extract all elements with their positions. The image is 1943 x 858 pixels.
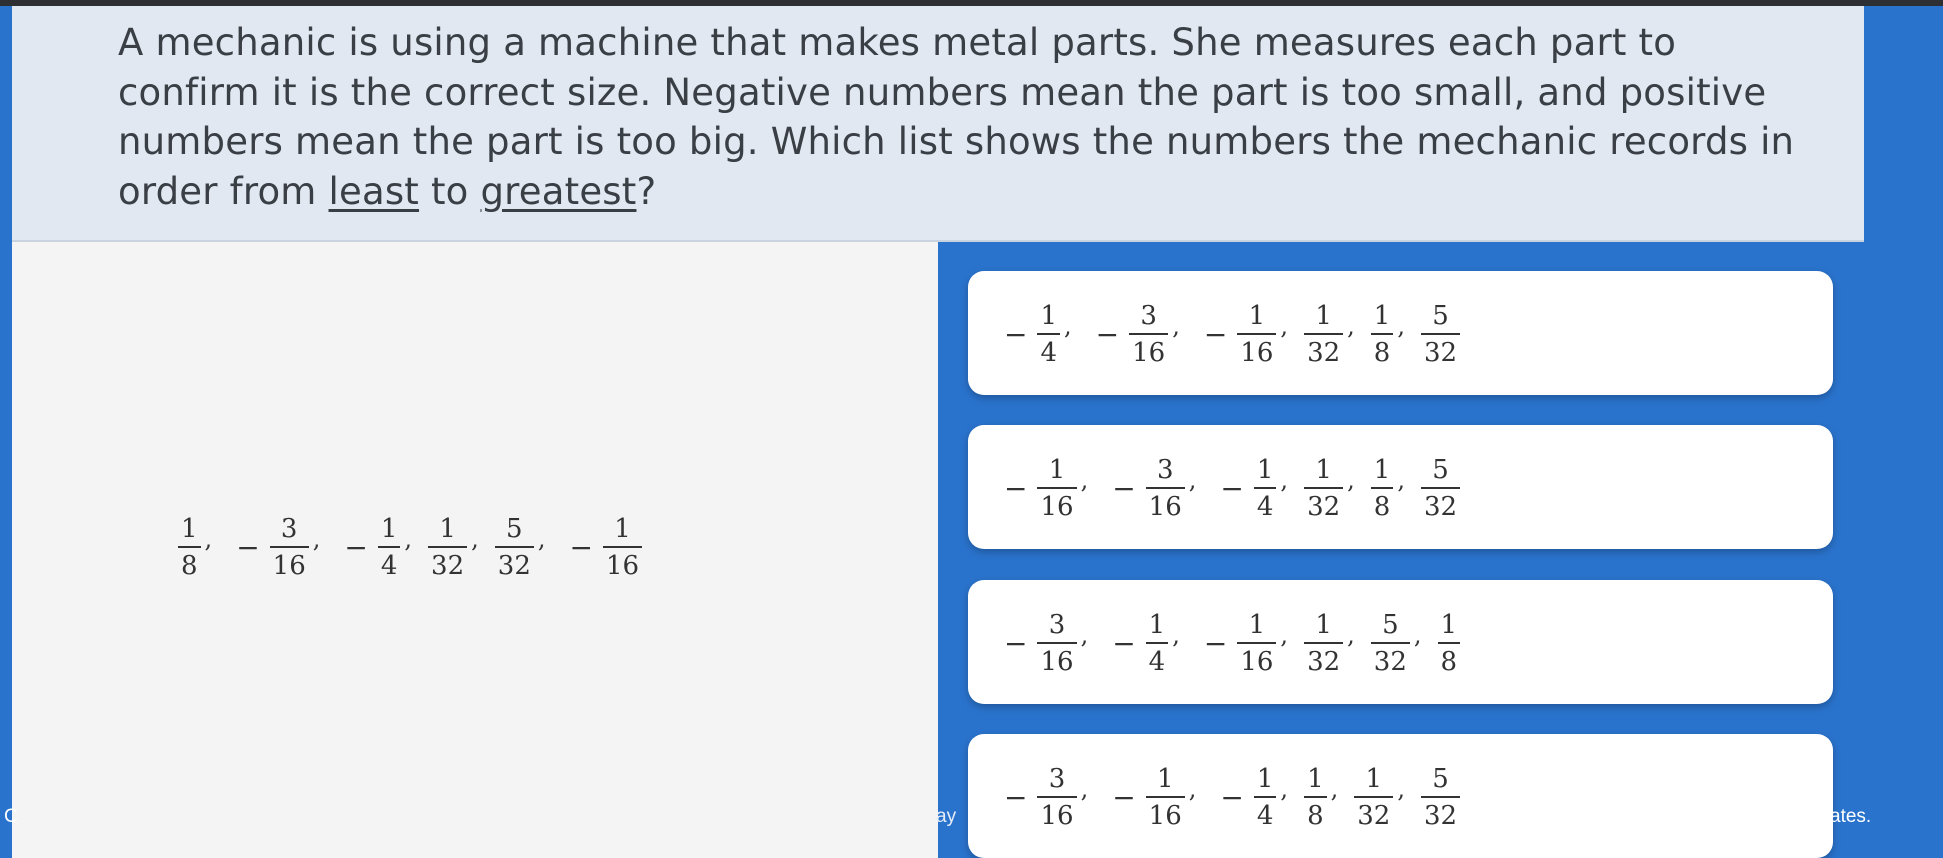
- fraction-denominator: 16: [1148, 800, 1182, 831]
- fraction: [1304, 455, 1343, 522]
- minus-sign: −: [344, 530, 368, 564]
- fraction: [1237, 301, 1276, 368]
- comma-separator: ,: [1280, 621, 1289, 650]
- minus-sign: −: [1112, 780, 1136, 814]
- fraction-denominator: 32: [1357, 800, 1391, 831]
- fraction-numerator: 5: [1382, 610, 1399, 640]
- fraction-numerator: 5: [1432, 764, 1449, 794]
- minus-sign: −: [1004, 780, 1028, 814]
- minus-sign: −: [1203, 626, 1228, 660]
- minus-sign: −: [1112, 471, 1136, 505]
- fraction-denominator: 4: [1256, 491, 1274, 522]
- minus-sign: −: [236, 530, 260, 564]
- minus-sign: −: [1004, 626, 1028, 660]
- fraction-numerator: 1: [1156, 764, 1174, 794]
- fraction-bar: [1371, 642, 1410, 644]
- fraction-denominator: 16: [1148, 491, 1182, 522]
- fraction-bar: [1254, 796, 1277, 798]
- question-panel: [12, 6, 1864, 242]
- fraction: [1304, 610, 1343, 677]
- fraction-bar: [1371, 333, 1394, 335]
- fraction-numerator: 3: [1140, 301, 1157, 331]
- fraction-bar: [1237, 333, 1276, 335]
- fraction-numerator: 1: [1256, 764, 1274, 794]
- minus-sign: −: [1203, 317, 1228, 351]
- fraction: [1254, 455, 1277, 522]
- question-text-end: ?: [636, 169, 657, 213]
- fraction-numerator: 1: [1365, 764, 1383, 794]
- comma-separator: ,: [204, 525, 213, 554]
- footer-text-mid: ay: [936, 806, 957, 827]
- fraction: [178, 514, 201, 581]
- prompt-number-list: [174, 514, 646, 581]
- fraction-numerator: 5: [506, 514, 523, 544]
- fraction-numerator: 1: [1248, 301, 1266, 331]
- comma-separator: ,: [1172, 621, 1180, 650]
- fraction-bar: [1037, 642, 1076, 644]
- footer-text-left: C: [4, 806, 18, 827]
- minus-sign: −: [1112, 626, 1136, 660]
- fraction-bar: [178, 546, 201, 548]
- fraction-denominator: 4: [380, 550, 398, 581]
- fraction-denominator: 32: [1307, 491, 1341, 522]
- fraction-denominator: 4: [1040, 337, 1058, 368]
- fraction-denominator: 16: [1240, 337, 1274, 368]
- fraction-denominator: 32: [1423, 337, 1458, 368]
- comma-separator: ,: [537, 525, 546, 554]
- comma-separator: ,: [1188, 466, 1197, 495]
- fraction-bar: [1371, 487, 1394, 489]
- answer-option-4-list: [1004, 764, 1464, 831]
- fraction: [1037, 610, 1076, 677]
- fraction: [1304, 301, 1343, 368]
- fraction-denominator: 16: [1132, 337, 1166, 368]
- answer-option-2-list: [1004, 455, 1464, 522]
- fraction-bar: [1129, 333, 1168, 335]
- fraction-denominator: 8: [1373, 337, 1391, 368]
- fraction-bar: [1037, 333, 1060, 335]
- fraction-denominator: 16: [605, 550, 640, 581]
- fraction-denominator: 16: [272, 550, 306, 581]
- fraction-bar: [1354, 796, 1393, 798]
- fraction: [1037, 455, 1076, 522]
- prompt-panel: [12, 242, 938, 858]
- fraction: [1421, 301, 1460, 368]
- fraction: [1237, 610, 1276, 677]
- fraction-bar: [1146, 642, 1169, 644]
- fraction-denominator: 4: [1148, 646, 1166, 677]
- answer-option-3-list: [1004, 610, 1464, 677]
- fraction-numerator: 1: [181, 514, 198, 544]
- fraction: [378, 514, 401, 581]
- comma-separator: ,: [1188, 775, 1197, 804]
- comma-separator: ,: [1172, 312, 1180, 341]
- fraction-numerator: 3: [1048, 610, 1066, 640]
- fraction-numerator: 3: [280, 514, 298, 544]
- fraction-denominator: 32: [1423, 800, 1458, 831]
- fraction: [1254, 764, 1277, 831]
- comma-separator: ,: [1280, 775, 1289, 804]
- fraction: [1146, 764, 1185, 831]
- fraction-bar: [1304, 487, 1343, 489]
- comma-separator: ,: [1347, 621, 1355, 650]
- answer-option-4[interactable]: [968, 734, 1833, 858]
- comma-separator: ,: [404, 525, 413, 554]
- fraction-bar: [1037, 796, 1076, 798]
- comma-separator: ,: [1347, 466, 1355, 495]
- fraction-bar: [1304, 642, 1343, 644]
- fraction-numerator: 1: [1373, 301, 1391, 331]
- comma-separator: ,: [1397, 312, 1405, 341]
- fraction-numerator: 1: [1048, 455, 1066, 485]
- comma-separator: ,: [1080, 466, 1089, 495]
- minus-sign: −: [1004, 471, 1028, 505]
- fraction: [428, 514, 467, 581]
- comma-separator: ,: [471, 525, 479, 554]
- fraction: [1371, 610, 1410, 677]
- fraction-numerator: 1: [380, 514, 398, 544]
- question-text-body: A mechanic is using a machine that makes metal parts. She measures each part to confirm it is the correct size. Negative numbers mean the part is too small, and positive numbers mean the part is too big. Which list shows the numbers the mechanic records in order from: [118, 21, 1795, 213]
- fraction-numerator: 1: [614, 514, 631, 544]
- fraction-bar: [1421, 333, 1460, 335]
- fraction-numerator: 1: [439, 514, 456, 544]
- fraction-numerator: 1: [1248, 610, 1266, 640]
- fraction-denominator: 32: [1373, 646, 1407, 677]
- fraction-denominator: 16: [1040, 491, 1074, 522]
- fraction-denominator: 32: [1423, 491, 1458, 522]
- emphasis-greatest: greatest: [480, 169, 637, 213]
- fraction-denominator: 8: [1307, 800, 1324, 831]
- fraction-bar: [1421, 487, 1460, 489]
- comma-separator: ,: [1347, 312, 1355, 341]
- comma-separator: ,: [1080, 621, 1089, 650]
- question-text: [118, 18, 1818, 216]
- fraction: [1129, 301, 1168, 368]
- fraction: [603, 514, 642, 581]
- quiz-stage: [12, 6, 1864, 858]
- fraction-numerator: 5: [1432, 301, 1449, 331]
- fraction-denominator: 8: [1440, 646, 1458, 677]
- fraction-bar: [1304, 796, 1327, 798]
- fraction: [495, 514, 534, 581]
- fraction-bar: [270, 546, 309, 548]
- fraction: [1354, 764, 1393, 831]
- comma-separator: ,: [1397, 775, 1405, 804]
- fraction-numerator: 1: [1148, 610, 1166, 640]
- fraction-numerator: 1: [1440, 610, 1458, 640]
- fraction-bar: [1237, 642, 1276, 644]
- fraction-numerator: 1: [1315, 455, 1332, 485]
- fraction-denominator: 4: [1256, 800, 1274, 831]
- fraction: [1304, 764, 1327, 831]
- fraction-numerator: 1: [1040, 301, 1058, 331]
- fraction-denominator: 32: [1307, 646, 1341, 677]
- comma-separator: ,: [1413, 621, 1422, 650]
- fraction: [1438, 610, 1461, 677]
- fraction-numerator: 1: [1315, 301, 1332, 331]
- minus-sign: −: [1095, 317, 1120, 351]
- comma-separator: ,: [1397, 466, 1405, 495]
- fraction-numerator: 1: [1256, 455, 1274, 485]
- comma-separator: ,: [1080, 775, 1089, 804]
- comma-separator: ,: [1330, 775, 1339, 804]
- comma-separator: ,: [1280, 466, 1289, 495]
- minus-sign: −: [1220, 780, 1244, 814]
- fraction-denominator: 32: [431, 550, 465, 581]
- minus-sign: −: [1220, 471, 1244, 505]
- fraction: [1146, 610, 1169, 677]
- fraction-bar: [1037, 487, 1076, 489]
- fraction-numerator: 1: [1315, 610, 1332, 640]
- emphasis-least: least: [328, 169, 420, 213]
- fraction-denominator: 32: [497, 550, 531, 581]
- fraction-denominator: 16: [1240, 646, 1274, 677]
- comma-separator: ,: [1064, 312, 1072, 341]
- answer-option-3[interactable]: [968, 580, 1833, 704]
- fraction: [270, 514, 309, 581]
- fraction-denominator: 16: [1040, 800, 1074, 831]
- answer-option-1-list: [1004, 301, 1464, 368]
- fraction: [1421, 455, 1460, 522]
- comma-separator: ,: [312, 525, 321, 554]
- fraction-bar: [378, 546, 401, 548]
- fraction-bar: [1304, 333, 1343, 335]
- fraction-bar: [428, 546, 467, 548]
- fraction: [1146, 455, 1185, 522]
- fraction-numerator: 5: [1432, 455, 1449, 485]
- fraction-numerator: 3: [1048, 764, 1066, 794]
- fraction-bar: [1146, 796, 1185, 798]
- fraction-numerator: 1: [1373, 455, 1391, 485]
- answer-option-1[interactable]: [968, 271, 1833, 395]
- fraction-bar: [1146, 487, 1185, 489]
- fraction: [1371, 301, 1394, 368]
- fraction: [1037, 764, 1076, 831]
- fraction-denominator: 8: [181, 550, 198, 581]
- fraction-denominator: 16: [1040, 646, 1074, 677]
- fraction-denominator: 32: [1307, 337, 1341, 368]
- fraction-numerator: 3: [1156, 455, 1174, 485]
- minus-sign: −: [1004, 317, 1028, 351]
- fraction-bar: [495, 546, 534, 548]
- fraction: [1371, 455, 1394, 522]
- footer-text-right: ates.: [1830, 806, 1872, 827]
- fraction-denominator: 8: [1373, 491, 1391, 522]
- fraction: [1037, 301, 1060, 368]
- fraction-bar: [1438, 642, 1461, 644]
- fraction-numerator: 1: [1307, 764, 1324, 794]
- fraction-bar: [1421, 796, 1460, 798]
- answer-option-2[interactable]: [968, 425, 1833, 549]
- fraction-bar: [1254, 487, 1277, 489]
- fraction-bar: [603, 546, 642, 548]
- fraction: [1421, 764, 1460, 831]
- question-text-to: to: [419, 169, 481, 213]
- minus-sign: −: [569, 530, 593, 564]
- comma-separator: ,: [1280, 312, 1289, 341]
